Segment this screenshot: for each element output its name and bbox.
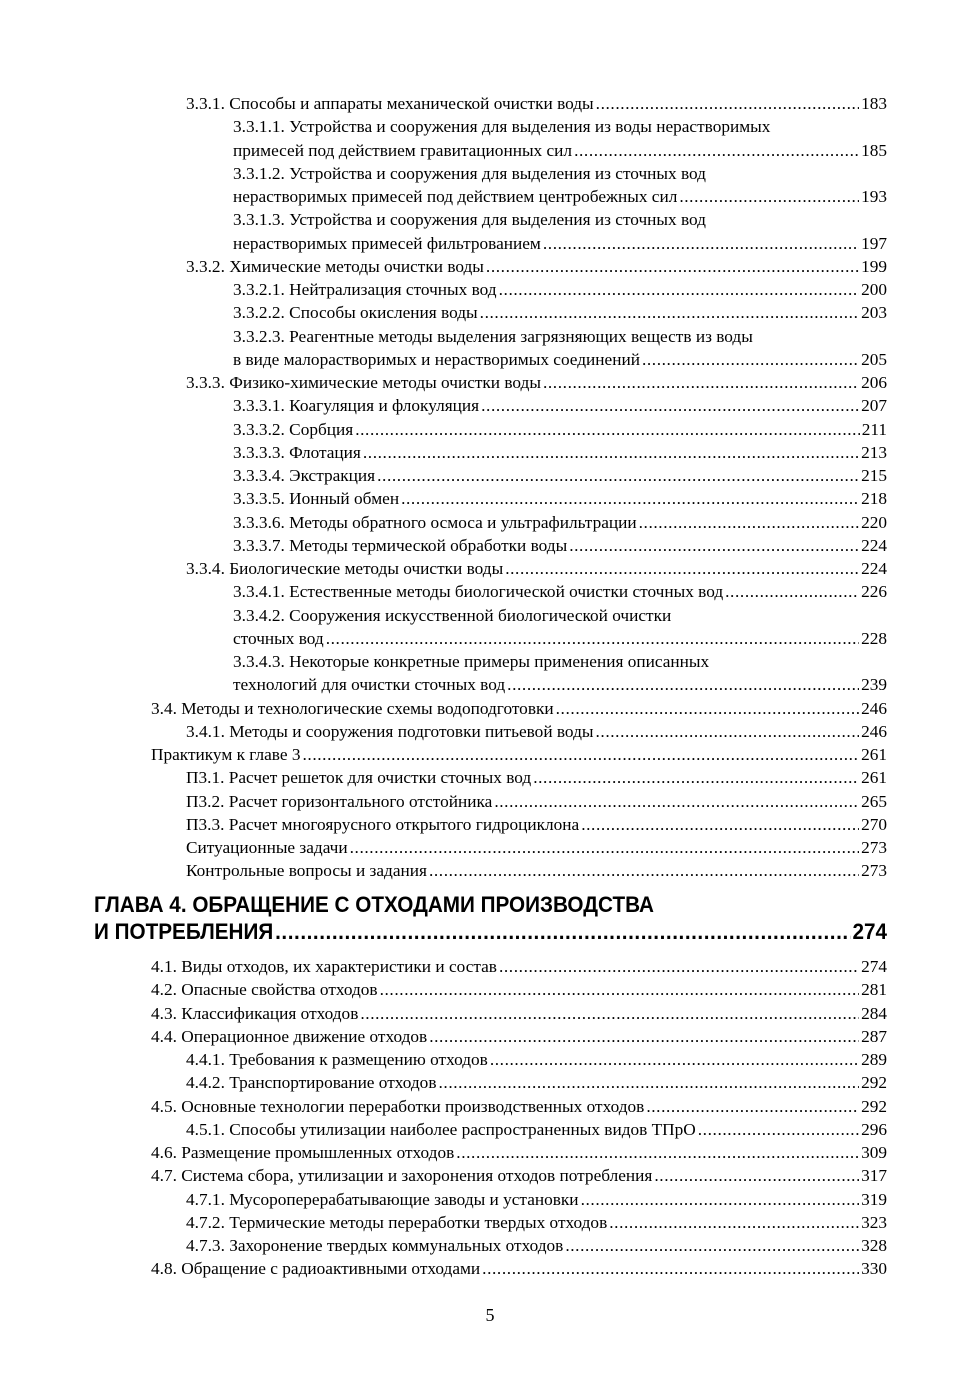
toc-entry-title: 3.3.3.7. Методы термической обработки воды: [233, 535, 568, 555]
toc-entry-page: 199: [861, 256, 887, 276]
dot-leader: [569, 534, 859, 557]
toc-entry[interactable]: [0, 487, 887, 510]
toc-entry-title: 4.7.2. Термические методы переработки твердых отходов: [186, 1212, 608, 1232]
toc-entry-page: 205: [861, 349, 887, 369]
toc-entry-title: 3.3.3. Физико-химические методы очистки воды: [186, 373, 541, 392]
toc-entry-page: 317: [861, 1166, 887, 1186]
toc-entry-title: нерастворимых примесей фильтрованием: [233, 233, 541, 253]
toc-entry[interactable]: [0, 162, 887, 209]
dot-leader: [350, 836, 859, 859]
toc-entry-title: 3.3.2.1. Нейтрализация сточных вод: [233, 280, 497, 299]
dot-leader: [480, 301, 859, 324]
toc-entry-title: технологий для очистки сточных вод: [233, 675, 506, 695]
toc-entry-page: 224: [861, 535, 887, 555]
toc-entry-page: 284: [861, 1003, 887, 1023]
chapter-title-line1: ГЛАВА 4. ОБРАЩЕНИЕ С ОТХОДАМИ ПРОИЗВОДСТВА: [94, 892, 654, 917]
toc-entry-page: 323: [861, 1212, 887, 1232]
toc-entry[interactable]: [0, 790, 887, 813]
toc-entry[interactable]: [0, 1071, 887, 1094]
toc-entry-title: П3.1. Расчет решеток для очистки сточных вод: [186, 768, 532, 788]
toc-entry[interactable]: [0, 325, 887, 372]
toc-entry-title: 4.4.2. Транспортирование отходов: [186, 1073, 437, 1093]
dot-leader: [438, 1071, 859, 1094]
dot-leader: [380, 978, 859, 1001]
toc-entry[interactable]: [0, 978, 887, 1001]
toc-entry-title: 3.3.1. Способы и аппараты механической очистки воды: [186, 94, 594, 113]
toc-entry-title: 3.3.4.2. Сооружения искусственной биологической очистки: [233, 605, 672, 625]
dot-leader: [303, 743, 860, 766]
toc-entry[interactable]: [0, 604, 887, 651]
toc-entry[interactable]: [0, 278, 887, 301]
toc-entry-title: 4.1. Виды отходов, их характеристики и состав: [151, 957, 497, 976]
toc-entry-title: 3.3.1.3. Устройства и сооружения для выделения из сточных вод: [233, 210, 706, 230]
dot-leader: [654, 1164, 859, 1187]
dot-leader: [581, 1188, 860, 1211]
toc-entry-page: 265: [861, 791, 887, 811]
dot-leader: [642, 348, 859, 371]
toc-entry[interactable]: [0, 511, 887, 534]
toc-entry[interactable]: [0, 743, 887, 766]
dot-leader: [499, 278, 859, 301]
toc-entry[interactable]: [0, 1095, 887, 1118]
toc-entry-page: 200: [861, 280, 887, 299]
toc-entry[interactable]: [0, 534, 887, 557]
toc-entry-title: 3.3.2. Химические методы очистки воды: [186, 256, 484, 276]
toc-entry[interactable]: [0, 697, 887, 720]
toc-entry-title: 3.4. Методы и технологические схемы водоподготовки: [151, 698, 554, 718]
toc-entry-page: 224: [861, 559, 887, 578]
toc-entry-title: 3.3.1.2. Устройства и сооружения для выделения из сточных вод: [233, 163, 706, 183]
toc-section-chapter-4: [0, 955, 887, 1281]
dot-leader: [456, 1141, 859, 1164]
toc-entry[interactable]: [0, 1025, 887, 1048]
toc-entry-page: 287: [861, 1026, 887, 1046]
dot-leader: [679, 185, 859, 208]
toc-entry-page: 197: [861, 233, 887, 253]
toc-entry-title: 3.3.3.2. Сорбция: [233, 419, 354, 439]
dot-leader: [429, 859, 859, 882]
toc-entry-page: 246: [861, 721, 887, 741]
toc-entry-title: 3.3.2.3. Реагентные методы выделения загрязняющих веществ из воды: [233, 326, 753, 346]
toc-entry[interactable]: [0, 441, 887, 464]
toc-entry-page: 273: [861, 838, 887, 857]
toc-entry-title: П3.3. Расчет многоярусного открытого гидроциклона: [186, 814, 580, 834]
toc-entry-page: 213: [861, 442, 887, 462]
dot-leader: [429, 1025, 859, 1048]
toc-entry[interactable]: [0, 1257, 887, 1280]
toc-entry-page: 273: [861, 861, 887, 881]
dot-leader: [609, 1211, 859, 1234]
toc-entry[interactable]: [0, 255, 887, 278]
toc-entry-title: 3.3.3.5. Ионный обмен: [233, 489, 400, 509]
dot-leader: [574, 139, 859, 162]
toc-entry-page: 281: [861, 980, 887, 1000]
dot-leader: [639, 511, 859, 534]
toc-entry-title: 3.3.4.1. Естественные методы биологической очистки сточных вод: [233, 582, 724, 602]
toc-entry[interactable]: [0, 301, 887, 324]
dot-leader: [486, 255, 859, 278]
dot-leader: [646, 1095, 859, 1118]
toc-entry[interactable]: [0, 557, 887, 580]
toc-entry[interactable]: [0, 1048, 887, 1071]
toc-entry-title: 4.8. Обращение с радиоактивными отходами: [151, 1259, 481, 1279]
toc-entry[interactable]: [0, 208, 887, 255]
toc-entry-page: 220: [861, 512, 887, 532]
toc-entry-page: 289: [861, 1050, 887, 1069]
toc-entry[interactable]: [0, 650, 887, 697]
toc-entry-title: 3.3.3.4. Экстракция: [233, 466, 376, 485]
dot-leader: [565, 1234, 859, 1257]
toc-entry[interactable]: [0, 1118, 887, 1141]
toc-entry-page: 309: [861, 1143, 887, 1162]
toc-entry-title: примесей под действием гравитационных сил: [233, 140, 573, 160]
toc-entry[interactable]: [0, 394, 887, 417]
chapter-page: 274: [852, 919, 888, 944]
chapter-title-line2: И ПОТРЕБЛЕНИЯ: [94, 919, 274, 944]
toc-entry-title: Практикум к главе 3: [151, 745, 301, 764]
dot-leader: [377, 464, 859, 487]
dot-leader: [482, 1257, 859, 1280]
toc-entry-page: 274: [861, 957, 887, 976]
toc-entry-title: 4.3. Классификация отходов: [151, 1003, 359, 1023]
dot-leader: [596, 92, 859, 115]
dot-leader: [481, 394, 859, 417]
toc-entry[interactable]: [0, 371, 887, 394]
toc-entry-page: 292: [861, 1096, 887, 1116]
dot-leader: [533, 766, 859, 789]
toc-entry-title: 3.3.2.2. Способы окисления воды: [233, 303, 478, 323]
page-number: 5: [485, 1305, 495, 1325]
dot-leader: [326, 627, 859, 650]
toc-entry-page: 206: [861, 373, 887, 392]
dot-leader: [507, 673, 859, 696]
toc-section-chapter-3: [0, 92, 887, 883]
toc-entry[interactable]: [0, 580, 887, 603]
toc-entry-title: Ситуационные задачи: [186, 838, 348, 857]
toc-entry-page: 215: [861, 466, 887, 485]
dot-leader: [494, 790, 859, 813]
toc-entry[interactable]: [0, 859, 887, 882]
toc-entry-title: П3.2. Расчет горизонтального отстойника: [186, 791, 493, 811]
toc-entry-title: 3.3.3.6. Методы обратного осмоса и ультрафильтрации: [233, 512, 637, 532]
dot-leader: [499, 955, 859, 978]
toc-entry-page: 292: [861, 1073, 887, 1093]
dot-leader: [275, 918, 851, 945]
toc-entry-title: 4.7. Система сбора, утилизации и захоронения отходов потребления: [151, 1166, 653, 1186]
dot-leader: [581, 813, 859, 836]
dot-leader: [360, 1002, 859, 1025]
toc-entry-title: 3.3.4.3. Некоторые конкретные примеры применения описанных: [233, 652, 710, 671]
toc-entry-page: 211: [861, 419, 887, 439]
toc-entry-title: 4.2. Опасные свойства отходов: [151, 980, 378, 1000]
toc-entry-page: 193: [861, 187, 887, 206]
toc-entry[interactable]: [0, 92, 887, 115]
dot-leader: [490, 1048, 859, 1071]
toc-entry-page: 185: [861, 140, 887, 160]
dot-leader: [556, 697, 859, 720]
toc-entry[interactable]: [0, 464, 887, 487]
toc-entry-page: 330: [861, 1259, 887, 1279]
toc-entry-title: 4.6. Размещение промышленных отходов: [151, 1143, 455, 1162]
toc-entry[interactable]: [0, 766, 887, 789]
dot-leader: [543, 371, 859, 394]
toc-entry[interactable]: [0, 115, 887, 162]
toc-entry-page: 239: [861, 675, 887, 695]
toc-entry-page: 261: [861, 745, 887, 764]
toc-entry[interactable]: [0, 836, 887, 859]
dot-leader: [363, 441, 859, 464]
toc-entry-title: 4.4.1. Требования к размещению отходов: [186, 1050, 488, 1069]
toc-entry-title: 3.3.3.1. Коагуляция и флокуляция: [233, 396, 480, 416]
dot-leader: [698, 1118, 859, 1141]
dot-leader: [725, 580, 859, 603]
toc-entry-title: 4.5.1. Способы утилизации наиболее распространенных видов ТПрО: [186, 1119, 696, 1139]
dot-leader: [505, 557, 859, 580]
toc-entry-page: 261: [861, 768, 887, 788]
toc-entry-title: 4.7.1. Мусороперерабатывающие заводы и установки: [186, 1189, 579, 1209]
toc-entry-title: 3.3.3.3. Флотация: [233, 442, 361, 462]
toc-entry[interactable]: [0, 1211, 887, 1234]
toc-entry-title: 4.7.3. Захоронение твердых коммунальных отходов: [186, 1236, 564, 1255]
chapter-heading[interactable]: [94, 891, 887, 945]
toc-entry-page: 183: [861, 94, 887, 113]
toc-entry[interactable]: [0, 1164, 887, 1187]
toc-entry-title: сточных вод: [233, 628, 324, 648]
toc-entry-title: 3.4.1. Методы и сооружения подготовки питьевой воды: [186, 721, 594, 741]
toc-entry-page: 246: [861, 698, 887, 718]
toc-entry-page: 203: [861, 303, 887, 323]
toc-entry[interactable]: [0, 1141, 887, 1164]
toc-entry[interactable]: [0, 418, 887, 441]
toc-entry-page: 228: [861, 628, 887, 648]
toc-entry-title: 3.3.1.1. Устройства и сооружения для выделения из воды нерастворимых: [233, 117, 771, 137]
toc-entry[interactable]: [0, 1234, 887, 1257]
toc-entry[interactable]: [0, 1188, 887, 1211]
dot-leader: [355, 418, 860, 441]
dot-leader: [401, 487, 859, 510]
toc-entry-page: 319: [861, 1189, 887, 1209]
toc-entry-page: 218: [861, 489, 887, 509]
toc-entry-page: 270: [861, 814, 887, 834]
toc-entry-page: 226: [861, 582, 887, 602]
toc-entry-page: 296: [861, 1119, 887, 1139]
toc-entry[interactable]: [0, 955, 887, 978]
toc-entry[interactable]: [0, 720, 887, 743]
toc-entry[interactable]: [0, 1002, 887, 1025]
dot-leader: [543, 232, 859, 255]
toc-entry-title: в виде малорастворимых и нерастворимых соединений: [233, 349, 640, 369]
toc-entry-title: Контрольные вопросы и задания: [186, 861, 427, 881]
toc-entry-title: 4.4. Операционное движение отходов: [151, 1026, 428, 1046]
dot-leader: [595, 720, 859, 743]
toc-entry-title: 4.5. Основные технологии переработки производственных отходов: [151, 1096, 645, 1116]
toc-entry-page: 207: [861, 396, 887, 416]
toc-entry-title: 3.3.4. Биологические методы очистки воды: [186, 559, 504, 578]
toc-entry[interactable]: [0, 813, 887, 836]
toc-entry-title: нерастворимых примесей под действием центробежных сил: [233, 187, 678, 206]
toc-entry-page: 328: [861, 1236, 887, 1255]
